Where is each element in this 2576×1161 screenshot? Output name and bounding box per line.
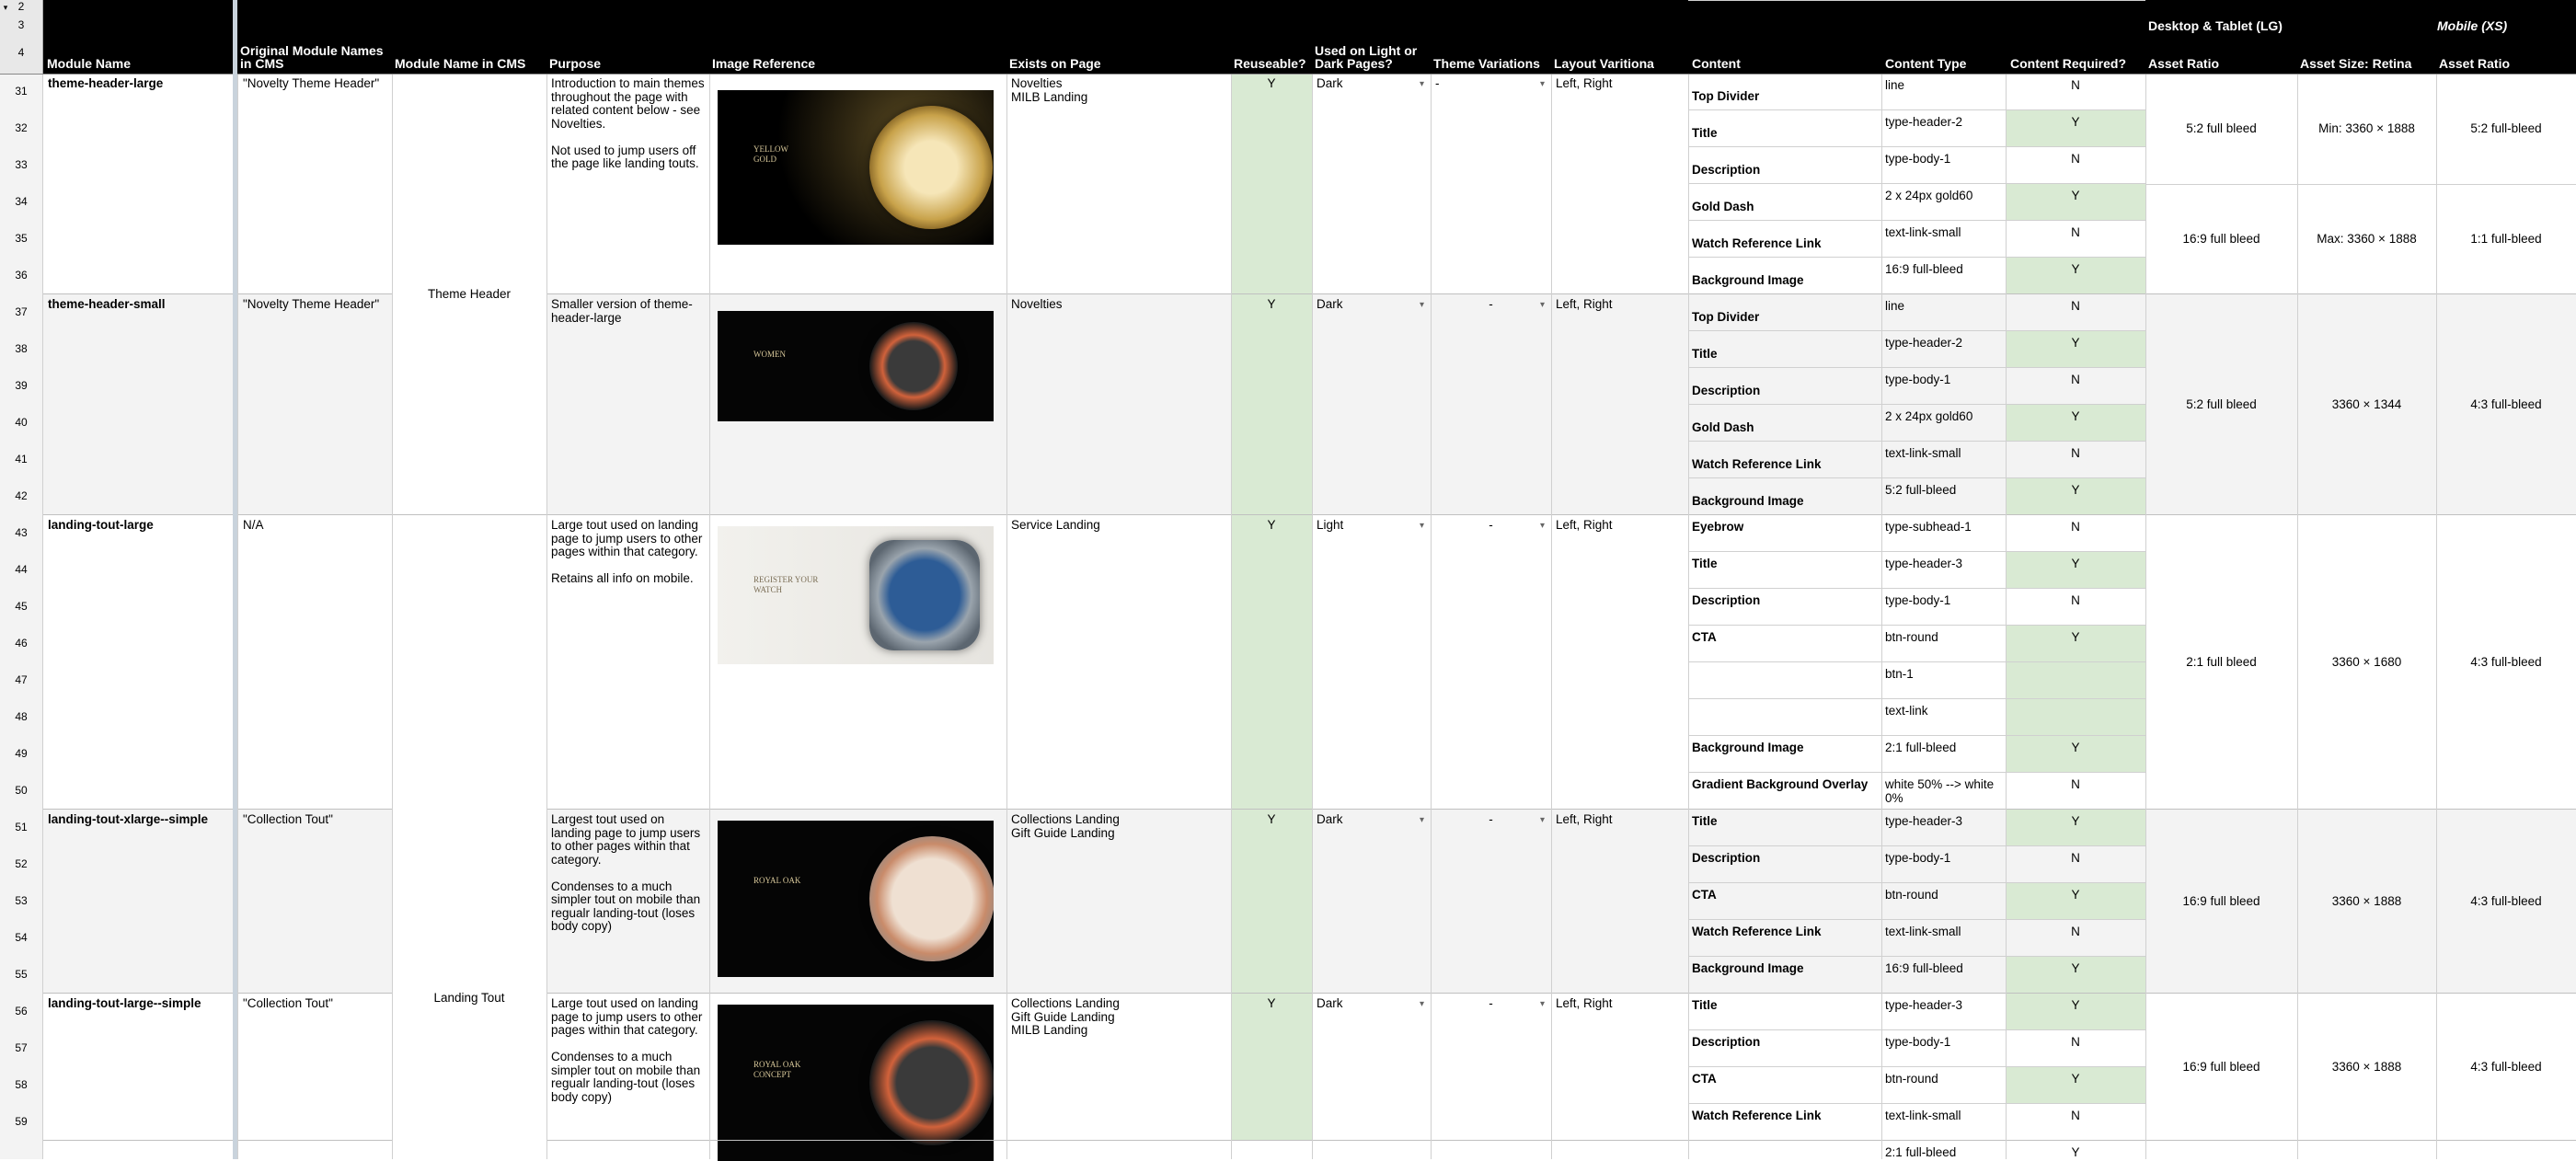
watch-image: [869, 106, 993, 229]
asset-ratio-xs-cell[interactable]: 1:1 full-bleed: [2470, 232, 2542, 246]
row-number[interactable]: 45: [15, 600, 28, 613]
module-name-cell[interactable]: landing-tout-xlarge--simple: [48, 812, 209, 826]
col-module-name[interactable]: Module Name: [47, 56, 132, 71]
asset-ratio-lg-cell[interactable]: 16:9 full bleed: [2182, 1060, 2260, 1074]
light-dark-cell[interactable]: Dark: [1317, 76, 1343, 90]
content-name-cell[interactable]: Description: [1692, 1035, 1761, 1049]
content-type-cell[interactable]: line: [1885, 299, 1905, 313]
column-gridline: [546, 74, 547, 1159]
col-asset-size[interactable]: Asset Size: Retina: [2300, 56, 2412, 71]
module-name-cell[interactable]: theme-header-large: [48, 76, 164, 90]
content-required-cell[interactable]: Y: [2071, 961, 2080, 975]
content-type-cell[interactable]: 5:2 full-bleed: [1885, 483, 1957, 497]
purpose-cell[interactable]: Smaller version of theme-header-large: [551, 297, 693, 325]
column-gridline: [392, 74, 393, 1159]
column-gridline: [1312, 74, 1313, 1159]
thumbnail-title: YELLOW GOLD: [753, 144, 788, 164]
content-required-cell[interactable]: N: [2071, 593, 2080, 607]
content-name-cell[interactable]: Description: [1692, 384, 1761, 397]
light-dark-cell[interactable]: Dark: [1317, 996, 1343, 1010]
content-type-cell[interactable]: text-link-small: [1885, 925, 1961, 938]
row-number[interactable]: 44: [15, 563, 28, 576]
row-number[interactable]: 55: [15, 968, 28, 981]
dropdown-arrow-icon[interactable]: ▾: [1420, 815, 1425, 825]
content-row-divider: [1688, 146, 2145, 147]
watch-image: [869, 836, 994, 961]
row-number[interactable]: 35: [15, 232, 28, 245]
content-type-cell[interactable]: type-header-3: [1885, 998, 1963, 1012]
reusable-cell-fill: [1231, 74, 1312, 294]
column-gridline: [709, 74, 710, 1159]
cms-group-cell[interactable]: Landing Tout: [433, 991, 505, 1005]
dropdown-arrow-icon[interactable]: ▾: [1420, 999, 1425, 1009]
content-type-cell[interactable]: 2 x 24px gold60: [1885, 189, 1973, 202]
row-number[interactable]: 36: [15, 269, 28, 282]
content-name-cell[interactable]: Watch Reference Link: [1692, 457, 1822, 471]
content-type-cell[interactable]: type-body-1: [1885, 851, 1951, 865]
row-number[interactable]: 32: [15, 121, 28, 134]
content-row-divider: [1688, 220, 2145, 221]
section-divider: [546, 993, 2576, 994]
column-gridline: [2006, 74, 2007, 1159]
purpose-cell[interactable]: Large tout used on landing page to jump users to other pages within that category. Condenses to a much simpler tout on mobile than regualr landing-tout (loses body copy): [551, 996, 703, 1104]
col-purpose[interactable]: Purpose: [549, 56, 602, 71]
content-row-divider: [1688, 845, 2145, 846]
col-exists-on[interactable]: Exists on Page: [1009, 56, 1101, 71]
reusable-cell-fill: [1231, 810, 1312, 994]
col-light-dark[interactable]: Used on Light or Dark Pages?: [1315, 43, 1418, 71]
row-number[interactable]: 56: [15, 1005, 28, 1017]
dropdown-arrow-icon[interactable]: ▾: [1540, 815, 1546, 825]
content-type-cell[interactable]: text-link-small: [1885, 1109, 1961, 1122]
row-number[interactable]: 34: [15, 195, 28, 208]
original-name-cell[interactable]: N/A: [243, 518, 264, 532]
row-number[interactable]: 43: [15, 526, 28, 539]
reusable-cell[interactable]: Y: [1267, 76, 1276, 90]
layout-variation-cell[interactable]: Left, Right: [1556, 812, 1613, 826]
content-name-cell[interactable]: Title: [1692, 557, 1718, 570]
column-gridline: [2145, 74, 2146, 1159]
layout-variation-cell[interactable]: Left, Right: [1556, 996, 1613, 1010]
content-type-cell[interactable]: btn-round: [1885, 888, 1938, 902]
module-name-cell[interactable]: landing-tout-large: [48, 518, 154, 532]
content-name-cell[interactable]: Description: [1692, 593, 1761, 607]
asset-ratio-xs-cell[interactable]: 4:3 full-bleed: [2470, 655, 2542, 669]
asset-size-cell[interactable]: 3360 × 1344: [2331, 397, 2402, 411]
asset-ratio-lg-cell[interactable]: 5:2 full bleed: [2186, 121, 2257, 135]
content-required-cell[interactable]: Y: [2071, 409, 2080, 423]
content-type-cell[interactable]: text-link-small: [1885, 446, 1961, 460]
dropdown-arrow-icon[interactable]: ▾: [1420, 521, 1425, 531]
col-asset-ratio-lg[interactable]: Asset Ratio: [2148, 56, 2220, 71]
purpose-cell[interactable]: Introduction to main themes throughout the page with related content below - see Novelties. Not used to jump users off the page like landing touts.: [551, 76, 705, 170]
content-row-divider: [1688, 367, 2145, 368]
content-required-cell[interactable]: N: [2071, 373, 2080, 386]
exists-on-cell[interactable]: Service Landing: [1011, 518, 1100, 532]
asset-ratio-xs-cell[interactable]: 5:2 full-bleed: [2470, 121, 2542, 135]
row-number[interactable]: 50: [15, 784, 28, 797]
col-theme-var[interactable]: Theme Variations: [1433, 56, 1540, 71]
content-required-cell[interactable]: Y: [2071, 189, 2080, 202]
asset-ratio-lg-cell[interactable]: 5:2 full bleed: [2186, 397, 2257, 411]
theme-variation-cell[interactable]: -: [1489, 518, 1493, 532]
content-required-cell[interactable]: Y: [2071, 115, 2080, 129]
watch-image: [869, 1020, 994, 1145]
group-header-xs: Mobile (XS): [2437, 18, 2508, 33]
column-gridline: [1688, 74, 1689, 1159]
light-dark-cell[interactable]: Dark: [1317, 297, 1343, 311]
header-border: [0, 74, 2576, 75]
reusable-cell[interactable]: Y: [1267, 518, 1276, 532]
content-required-cell[interactable]: N: [2071, 299, 2080, 313]
content-type-cell[interactable]: type-body-1: [1885, 593, 1951, 607]
column-gridline: [1881, 74, 1882, 1159]
original-name-cell[interactable]: "Novelty Theme Header": [243, 297, 380, 311]
column-gridline: [1551, 74, 1552, 1159]
content-type-cell[interactable]: type-body-1: [1885, 373, 1951, 386]
content-row-divider: [1688, 588, 2145, 589]
content-type-cell[interactable]: white 50% --> white 0%: [1885, 777, 1997, 805]
reference-image[interactable]: [718, 1005, 994, 1161]
content-name-cell[interactable]: Watch Reference Link: [1692, 1109, 1822, 1122]
module-name-cell[interactable]: landing-tout-large--simple: [48, 996, 201, 1010]
row-number[interactable]: 48: [15, 710, 28, 723]
col-cms-name[interactable]: Module Name in CMS: [395, 56, 526, 71]
asset-size-cell[interactable]: Max: 3360 × 1888: [2317, 232, 2417, 246]
watch-image: [869, 322, 958, 410]
row-number[interactable]: 46: [15, 637, 28, 649]
asset-ratio-lg-cell[interactable]: 16:9 full bleed: [2182, 232, 2260, 246]
content-type-cell[interactable]: type-header-2: [1885, 336, 1963, 350]
row-shade: [42, 810, 392, 994]
content-type-cell[interactable]: 2 x 24px gold60: [1885, 409, 1973, 423]
content-required-cell[interactable]: Y: [2071, 1072, 2080, 1086]
content-type-cell[interactable]: btn-round: [1885, 1072, 1938, 1086]
reusable-cell[interactable]: Y: [1267, 996, 1276, 1010]
column-gridline: [1431, 74, 1432, 1159]
content-required-cell[interactable]: N: [2071, 152, 2080, 166]
original-name-cell[interactable]: "Collection Tout": [243, 996, 333, 1010]
content-name-cell[interactable]: Eyebrow: [1692, 520, 1744, 534]
reusable-cell[interactable]: Y: [1267, 297, 1276, 311]
content-type-cell[interactable]: 2:1 full-bleed: [1885, 741, 1957, 754]
content-name-cell[interactable]: Gold Dash: [1692, 200, 1754, 213]
content-name-cell[interactable]: Gradient Background Overlay: [1692, 777, 1869, 791]
row-number[interactable]: 39: [15, 379, 28, 392]
content-type-cell[interactable]: text-link-small: [1885, 225, 1961, 239]
group-header-lg: Desktop & Tablet (LG): [2148, 18, 2283, 33]
row-number[interactable]: 52: [15, 857, 28, 870]
content-required-cell[interactable]: Y: [2071, 814, 2080, 828]
thumbnail-title: ROYAL OAK CONCEPT: [753, 1059, 801, 1079]
content-required-cell[interactable]: N: [2071, 777, 2080, 791]
row-number[interactable]: 33: [15, 158, 28, 171]
content-type-cell[interactable]: 16:9 full-bleed: [1885, 961, 1963, 975]
content-name-cell[interactable]: Title: [1692, 998, 1718, 1012]
section-divider: [42, 993, 392, 994]
original-name-cell[interactable]: "Collection Tout": [243, 812, 333, 826]
content-row-divider: [1688, 1103, 2145, 1104]
content-name-cell[interactable]: Title: [1692, 347, 1718, 361]
content-type-cell[interactable]: type-body-1: [1885, 152, 1951, 166]
content-name-cell[interactable]: Top Divider: [1692, 310, 1760, 324]
row-number[interactable]: 47: [15, 673, 28, 686]
dropdown-arrow-icon[interactable]: ▾: [1540, 300, 1546, 310]
thumbnail-title: ROYAL OAK: [753, 875, 801, 885]
row-number[interactable]: 59: [15, 1115, 28, 1128]
content-name-cell[interactable]: Gold Dash: [1692, 420, 1754, 434]
content-name-cell[interactable]: Watch Reference Link: [1692, 236, 1822, 250]
asset-ratio-xs-cell[interactable]: 4:3 full-bleed: [2470, 1060, 2542, 1074]
cms-group-cell[interactable]: Theme Header: [427, 287, 512, 301]
asset-size-cell[interactable]: 3360 × 1680: [2331, 655, 2402, 669]
reference-image[interactable]: [718, 526, 994, 664]
dropdown-arrow-icon[interactable]: ▾: [1540, 999, 1546, 1009]
dropdown-arrow-icon[interactable]: ▾: [1540, 79, 1546, 89]
column-gridline: [1006, 74, 1007, 1159]
theme-variation-cell[interactable]: -: [1489, 812, 1493, 826]
content-type-cell[interactable]: 16:9 full-bleed: [1885, 262, 1963, 276]
content-type-cell[interactable]: type-body-1: [1885, 1035, 1951, 1049]
row-number[interactable]: 31: [15, 85, 28, 98]
column-gridline: [2436, 74, 2437, 1159]
theme-variation-cell[interactable]: -: [1435, 76, 1440, 90]
column-gridline: [2297, 74, 2298, 1159]
column-gridline: [42, 74, 43, 1159]
col-reusable[interactable]: Reuseable?: [1234, 56, 1306, 71]
row-number[interactable]: 41: [15, 453, 28, 466]
row-number[interactable]: 2: [17, 0, 25, 13]
asset-divider: [2145, 184, 2576, 185]
row-number[interactable]: 38: [15, 342, 28, 355]
content-row-divider: [1688, 919, 2145, 920]
exists-on-cell[interactable]: Novelties: [1011, 297, 1063, 311]
reusable-cell-fill: [1231, 994, 1312, 1141]
light-dark-cell[interactable]: Light: [1317, 518, 1344, 532]
content-required-cell[interactable]: N: [2071, 1035, 2080, 1049]
content-name-cell[interactable]: Top Divider: [1692, 89, 1760, 103]
content-required-cell[interactable]: Y: [2071, 630, 2080, 644]
theme-variation-cell[interactable]: -: [1489, 996, 1493, 1010]
reference-image[interactable]: [718, 821, 994, 977]
collapse-chevron-icon[interactable]: ▾: [3, 3, 8, 12]
row-number[interactable]: 4: [17, 46, 25, 59]
asset-size-cell[interactable]: 3360 × 1888: [2331, 1060, 2402, 1074]
reusable-cell-fill: [1231, 515, 1312, 810]
content-name-cell[interactable]: Background Image: [1692, 273, 1804, 287]
frozen-column-divider[interactable]: [233, 0, 237, 1159]
thumbnail-title: WOMEN: [753, 350, 786, 359]
thumbnail-title: REGISTER YOUR WATCH: [753, 574, 819, 594]
content-required-cell[interactable]: Y: [2071, 557, 2080, 570]
content-row-divider: [1688, 441, 2145, 442]
content-required-cell[interactable]: Y: [2071, 888, 2080, 902]
asset-ratio-xs-cell[interactable]: 4:3 full-bleed: [2470, 894, 2542, 908]
content-required-cell[interactable]: Y: [2071, 998, 2080, 1012]
asset-size-cell[interactable]: 3360 × 1888: [2331, 894, 2402, 908]
content-name-cell[interactable]: Description: [1692, 851, 1761, 865]
row-number[interactable]: 57: [15, 1041, 28, 1054]
col-image-ref[interactable]: Image Reference: [712, 56, 816, 71]
row-number[interactable]: 51: [15, 821, 28, 833]
watch-image: [869, 540, 980, 650]
content-type-cell[interactable]: type-subhead-1: [1885, 520, 1972, 534]
layout-variation-cell[interactable]: Left, Right: [1556, 518, 1613, 532]
row-shade: [42, 294, 392, 515]
content-type-cell[interactable]: type-header-2: [1885, 115, 1963, 129]
content-row-divider: [1688, 772, 2145, 773]
row-number[interactable]: 54: [15, 931, 28, 944]
content-required-cell[interactable]: N: [2071, 925, 2080, 938]
content-type-cell[interactable]: type-header-3: [1885, 814, 1963, 828]
layout-variation-cell[interactable]: Left, Right: [1556, 297, 1613, 311]
content-type-cell[interactable]: btn-1: [1885, 667, 1914, 681]
row-number[interactable]: 40: [15, 416, 28, 429]
content-name-cell[interactable]: Description: [1692, 163, 1761, 177]
dropdown-arrow-icon[interactable]: ▾: [1540, 521, 1546, 531]
original-name-cell[interactable]: "Novelty Theme Header": [243, 76, 380, 90]
required-cell-fill: [2006, 662, 2145, 699]
reusable-cell[interactable]: Y: [1267, 812, 1276, 826]
col-content[interactable]: Content: [1692, 56, 1741, 71]
section-divider: [392, 514, 546, 515]
row-number[interactable]: 3: [17, 18, 25, 31]
section-divider: [42, 1140, 392, 1141]
content-type-cell[interactable]: btn-round: [1885, 630, 1938, 644]
content-name-cell[interactable]: Background Image: [1692, 494, 1804, 508]
exists-on-cell[interactable]: Collections Landing Gift Guide Landing: [1011, 812, 1120, 840]
content-required-cell[interactable]: Y: [2071, 336, 2080, 350]
content-row-divider: [1688, 0, 2145, 1]
dropdown-arrow-icon[interactable]: ▾: [1420, 79, 1425, 89]
layout-variation-cell[interactable]: Left, Right: [1556, 76, 1613, 90]
content-required-cell[interactable]: Y: [2071, 1145, 2080, 1159]
content-required-cell[interactable]: N: [2071, 1109, 2080, 1122]
exists-on-cell[interactable]: Novelties MILB Landing: [1011, 76, 1088, 104]
content-type-cell[interactable]: text-link: [1885, 704, 1928, 718]
content-name-cell[interactable]: Background Image: [1692, 741, 1804, 754]
asset-ratio-xs-cell[interactable]: 4:3 full-bleed: [2470, 397, 2542, 411]
content-name-cell[interactable]: Watch Reference Link: [1692, 925, 1822, 938]
row-number[interactable]: 58: [15, 1078, 28, 1091]
asset-ratio-lg-cell[interactable]: 16:9 full bleed: [2182, 894, 2260, 908]
content-required-cell[interactable]: Y: [2071, 483, 2080, 497]
purpose-cell[interactable]: Largest tout used on landing page to jump users to other pages within that category. Condenses to a much simpler tout on mobile than regualr landing-tout (loses body copy): [551, 812, 701, 933]
required-cell-fill: [2006, 699, 2145, 736]
row-number[interactable]: 49: [15, 747, 28, 760]
row-number[interactable]: 42: [15, 489, 28, 502]
content-required-cell[interactable]: N: [2071, 520, 2080, 534]
module-name-cell[interactable]: theme-header-small: [48, 297, 166, 311]
section-divider: [42, 514, 392, 515]
content-type-cell[interactable]: line: [1885, 78, 1905, 92]
content-type-cell[interactable]: type-header-3: [1885, 557, 1963, 570]
light-dark-cell[interactable]: Dark: [1317, 812, 1343, 826]
content-name-cell[interactable]: Title: [1692, 126, 1718, 140]
section-divider: [546, 1140, 2576, 1141]
content-required-cell[interactable]: N: [2071, 446, 2080, 460]
reference-image[interactable]: [718, 90, 994, 245]
content-name-cell[interactable]: CTA: [1692, 1072, 1717, 1086]
col-original-names[interactable]: Original Module Names in CMS: [240, 43, 384, 71]
content-required-cell[interactable]: N: [2071, 851, 2080, 865]
asset-size-cell[interactable]: Min: 3360 × 1888: [2318, 121, 2415, 135]
content-name-cell[interactable]: CTA: [1692, 888, 1717, 902]
content-type-cell[interactable]: 2:1 full-bleed: [1885, 1145, 1957, 1159]
reusable-cell-fill: [1231, 294, 1312, 515]
content-required-cell[interactable]: Y: [2071, 262, 2080, 276]
content-name-cell[interactable]: CTA: [1692, 630, 1717, 644]
col-content-required[interactable]: Content Required?: [2010, 56, 2126, 71]
content-name-cell[interactable]: Title: [1692, 814, 1718, 828]
content-name-cell[interactable]: Background Image: [1692, 961, 1804, 975]
content-required-cell[interactable]: N: [2071, 78, 2080, 92]
purpose-cell[interactable]: Large tout used on landing page to jump users to other pages within that category. Retains all info on mobile.: [551, 518, 703, 585]
theme-variation-cell[interactable]: -: [1489, 297, 1493, 311]
col-asset-ratio-xs[interactable]: Asset Ratio: [2439, 56, 2511, 71]
section-divider: [546, 514, 2576, 515]
reference-image[interactable]: [718, 311, 994, 421]
col-layout-var[interactable]: Layout Varitiona: [1554, 56, 1654, 71]
column-gridline: [1231, 74, 1232, 1159]
dropdown-arrow-icon[interactable]: ▾: [1420, 300, 1425, 310]
row-number[interactable]: 53: [15, 894, 28, 907]
column-gridline: [237, 74, 238, 1159]
content-row-divider: [1688, 1029, 2145, 1030]
col-content-type[interactable]: Content Type: [1885, 56, 1967, 71]
content-required-cell[interactable]: Y: [2071, 741, 2080, 754]
exists-on-cell[interactable]: Collections Landing Gift Guide Landing MILB Landing: [1011, 996, 1120, 1037]
content-required-cell[interactable]: N: [2071, 225, 2080, 239]
row-number[interactable]: 37: [15, 305, 28, 318]
asset-ratio-lg-cell[interactable]: 2:1 full bleed: [2186, 655, 2257, 669]
